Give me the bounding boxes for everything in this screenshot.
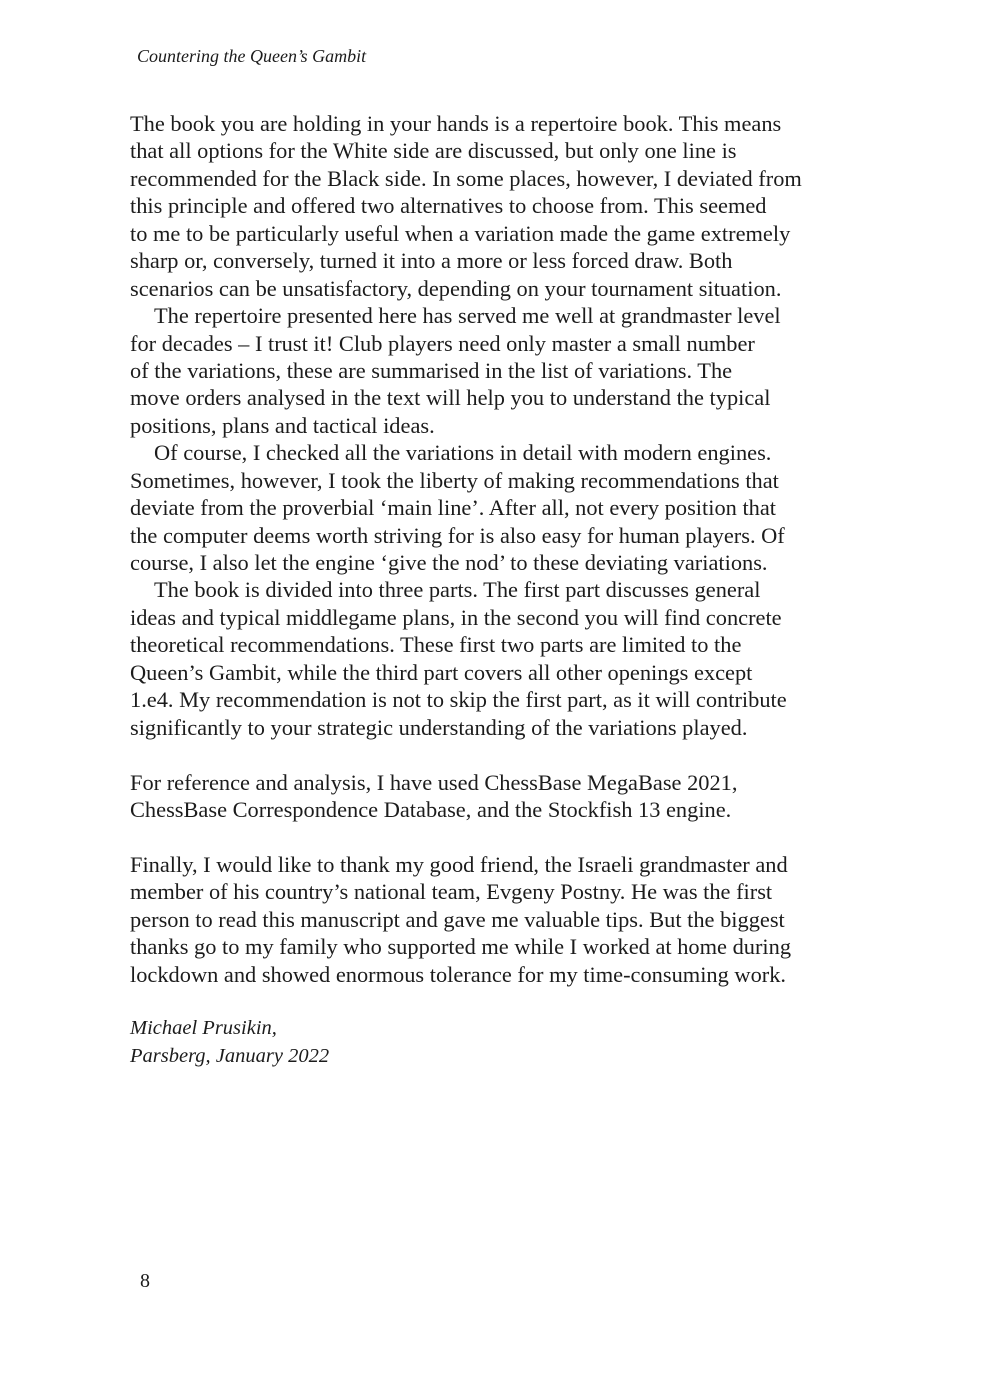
text-line: the computer deems worth striving for is also easy for human players. Of — [130, 522, 785, 548]
text-line: Sometimes, however, I took the liberty of making recommendations that — [130, 467, 779, 493]
text-line: lockdown and showed enormous tolerance for my time-consuming work. — [130, 961, 787, 987]
text-line: The book you are holding in your hands is a repertoire book. This means — [130, 111, 782, 136]
text-line: for decades – I trust it! Club players need only master a small number — [130, 330, 755, 356]
text-line: recommended for the Black side. In some places, however, I deviated from — [130, 165, 802, 191]
text-line: scenarios can be unsatisfactory, depending on your tournament situation. — [130, 275, 782, 301]
text-line: theoretical recommendations. These first two parts are limited to the — [130, 632, 742, 658]
signature-name: Michael Prusikin, — [130, 1017, 277, 1040]
text-line: this principle and offered two alternatives to choose from. This seemed — [130, 193, 767, 219]
text-line: ideas and typical middlegame plans, in the second you will find concrete — [130, 604, 782, 630]
text-line: thanks go to my family who supported me while I worked at home during — [130, 934, 792, 960]
running-header: Countering the Queen’s Gambit — [137, 46, 367, 66]
main-text — [130, 110, 870, 1070]
text-line: sharp or, conversely, turned it into a more or less forced draw. Both — [130, 248, 733, 274]
text-line: course, I also let the engine ‘give the nod’ to these deviating variations. — [130, 550, 768, 575]
text-line: to me to be particularly useful when a variation made the game extremely — [130, 220, 791, 246]
page-number: 8 — [140, 1270, 150, 1292]
text-line: move orders analysed in the text will help you to understand the typical — [130, 385, 771, 411]
paragraph-gap — [130, 741, 870, 768]
paragraph-gap — [130, 988, 870, 1015]
text-line: Of course, I checked all the variations in detail with modern engines. — [154, 440, 772, 466]
text-line: significantly to your strategic understanding of the variations played. — [130, 714, 748, 740]
text-line: of the variations, these are summarised in the list of variations. The — [130, 357, 733, 383]
paragraph-gap — [130, 823, 870, 850]
text-line: The repertoire presented here has served me well at grandmaster level — [154, 303, 781, 329]
text-line: person to read this manuscript and gave me valuable tips. But the biggest — [130, 906, 785, 932]
text-line: deviate from the proverbial ‘main line’. After all, not every position that — [130, 495, 777, 521]
text-line: For reference and analysis, I have used ChessBase MegaBase 2021, — [130, 769, 738, 795]
text-line: ChessBase Correspondence Database, and the Stockfish 13 engine. — [130, 796, 732, 822]
text-line: positions, plans and tactical ideas. — [130, 412, 435, 438]
signature-place-date: Parsberg, January 2022 — [130, 1044, 330, 1067]
text-line: 1.e4. My recommendation is not to skip the first part, as it will contribute — [130, 687, 787, 713]
text-line: Queen’s Gambit, while the third part covers all other openings except — [130, 659, 753, 685]
text-line: member of his country’s national team, Evgeny Postny. He was the first — [130, 879, 773, 905]
text-line: Finally, I would like to thank my good friend, the Israeli grandmaster and — [130, 851, 788, 877]
text-line: The book is divided into three parts. The first part discusses general — [154, 577, 761, 603]
text-line: that all options for the White side are discussed, but only one line is — [130, 138, 737, 164]
